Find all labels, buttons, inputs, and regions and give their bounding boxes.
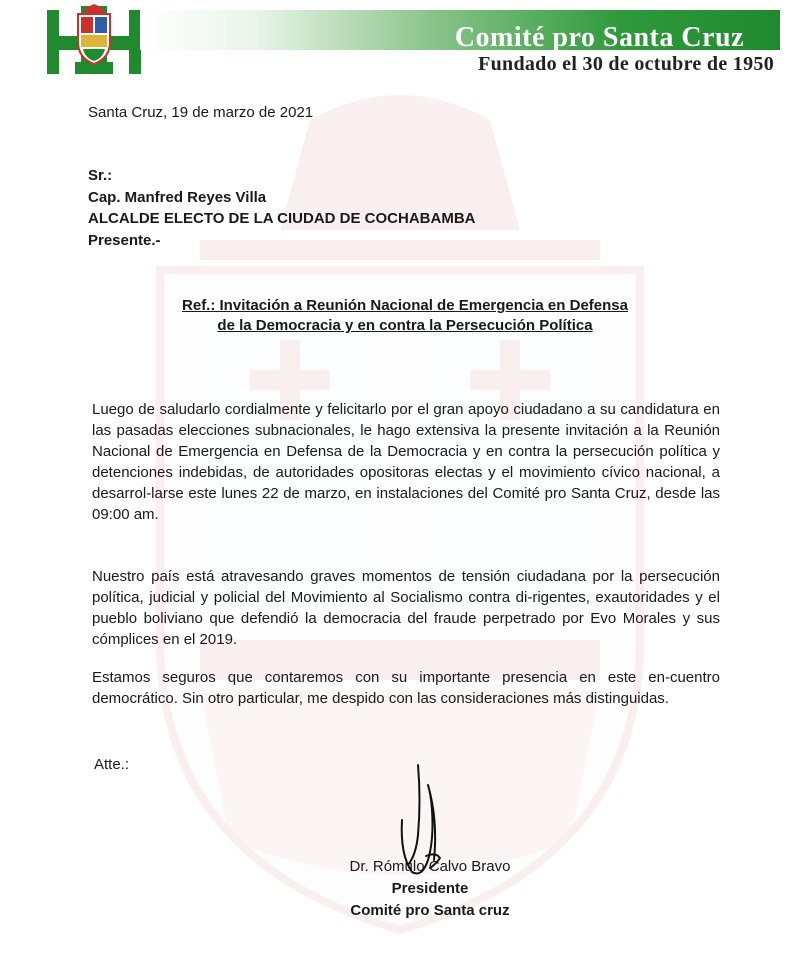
reference-line-2: de la Democracia y en contra la Persecución Política <box>217 317 593 334</box>
closing: Atte.: <box>94 756 130 773</box>
founded-date: Fundado el 30 de octubre de 1950 <box>478 53 774 75</box>
body-paragraph-1: Luego de saludarlo cordialmente y felicitarlo por el gran apoyo ciudadano a su candidatura en las pasadas elecciones subnacionales, le hago extensiva la presente invitación a la Reunión Nacional de Emergencia en Defensa de la Democracia y en contra la persecución política y detenciones indebidas, de autoridades opositoras electas y el movimiento cívico nacional, a desarrol-larse este lunes 22 de marzo, en instalaciones del Comité pro Santa Cruz, desde las 09:00 am. <box>92 401 720 523</box>
handwritten-signature <box>388 760 458 880</box>
recipient-salutation: Sr.: <box>88 167 113 184</box>
signer-organization: Comité pro Santa cruz <box>350 902 510 919</box>
recipient-position: ALCALDE ELECTO DE LA CIUDAD DE COCHABAMBA <box>88 210 476 227</box>
organization-name: Comité pro Santa Cruz <box>454 22 744 53</box>
signer-title: Presidente <box>391 880 469 897</box>
body-paragraph-3: Estamos seguros que contaremos con su importante presencia en este en-cuentro democrático. Sin otro particular, me despido con las consideraciones más distinguidas. <box>92 669 720 707</box>
reference-subject <box>140 296 670 336</box>
reference-line-1: Ref.: Invitación a Reunión Nacional de Emergencia en Defensa <box>182 297 628 314</box>
letter-date: Santa Cruz, 19 de marzo de 2021 <box>88 104 314 121</box>
recipient-presente: Presente.- <box>88 232 161 249</box>
body-paragraph-2: Nuestro país está atravesando graves momentos de tensión ciudadana por la persecución política, judicial y policial del Movimiento al Socialismo contra di-rigentes, exautoridades y el pueblo boliviano que defendió la democracia del fraude perpetrado por Evo Morales y sus cómplices en el 2019. <box>92 568 720 648</box>
signer-name: Dr. Rómulo Calvo Bravo <box>349 858 511 875</box>
recipient-name: Cap. Manfred Reyes Villa <box>88 189 267 206</box>
